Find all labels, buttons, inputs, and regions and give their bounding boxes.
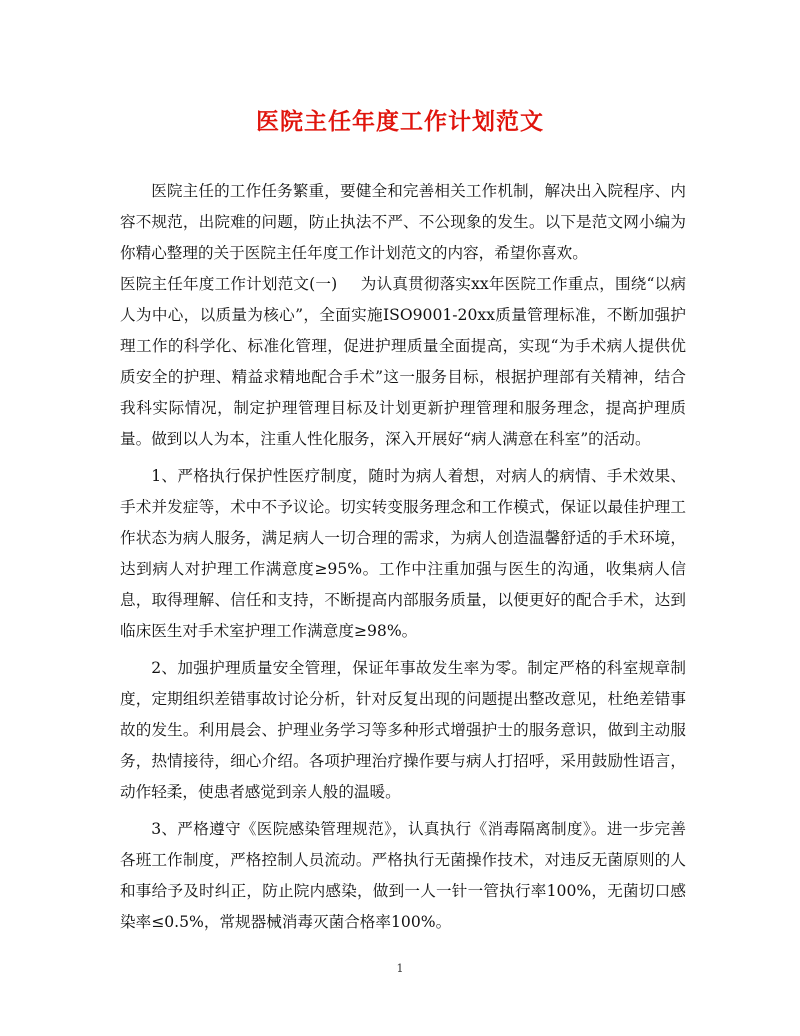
item-1-paragraph: 1、严格执行保护性医疗制度，随时为病人着想，对病人的病情、手术效果、手术并发症等，术中不予议论。切实转变服务理念和工作模式，保证以最佳护理工作状态为病人服务，满足病人一切合理的需求，为病人创造温馨舒适的手术环境，达到病人对护理工作满意度≥95%。工作中注重加强与医生的沟通，收集病人信息，取得理解、信任和支持，不断提高内部服务质量，以便更好的配合手术，达到临床医生对手术室护理工作满意度≥98%。 [120,467,686,640]
plan-paragraph [120,269,686,455]
item-2-paragraph: 2、加强护理质量安全管理，保证年事故发生率为零。制定严格的科室规章制度，定期组织差错事故讨论分析，针对反复出现的问题提出整改意见，杜绝差错事故的发生。利用晨会、护理业务学习等多种形式增强护士的服务意识，做到主动服务，热情接待，细心介绍。各项护理治疗操作要与病人打招呼，采用鼓励性语言，动作轻柔，使患者感觉到亲人般的温暖。 [120,659,686,801]
item-3-paragraph: 3、严格遵守《医院感染管理规范》，认真执行《消毒隔离制度》。进一步完善各班工作制度，严格控制人员流动。严格执行无菌操作技术，对违反无菌原则的人和事给予及时纠正，防止院内感染，做到一人一针一管执行率100%，无菌切口感染率≤0.5%，常规器械消毒灭菌合格率100%。 [120,820,686,931]
plan-label: 医院主任年度工作计划范文(一) [120,275,338,293]
intro-paragraph: 医院主任的工作任务繁重，要健全和完善相关工作机制，解决出入院程序、内容不规范，出院难的问题，防止执法不严、不公现象的发生。以下是范文网小编为你精心整理的关于医院主任年度工作计划范文的内容，希望你喜欢。 [120,182,686,262]
document-title: 医院主任年度工作计划范文 [256,108,544,135]
plan-text: 为认真贯彻落实xx年医院工作重点，围绕“以病人为中心，以质量为核心”，全面实施ISO9001-20xx质量管理标准，不断加强护理工作的科学化、标准化管理，促进护理质量全面提高，实现“为手术病人提供优质安全的护理、精益求精地配合手术”这一服务目标，根据护理部有关精神，结合我科实际情况，制定护理管理目标及计划更新护理管理和服务理念，提高护理质量。做到以人为本，注重人性化服务，深入开展好“病人满意在科室”的活动。 [120,275,687,448]
page-number: 1 [396,962,404,975]
document-body [120,176,686,938]
